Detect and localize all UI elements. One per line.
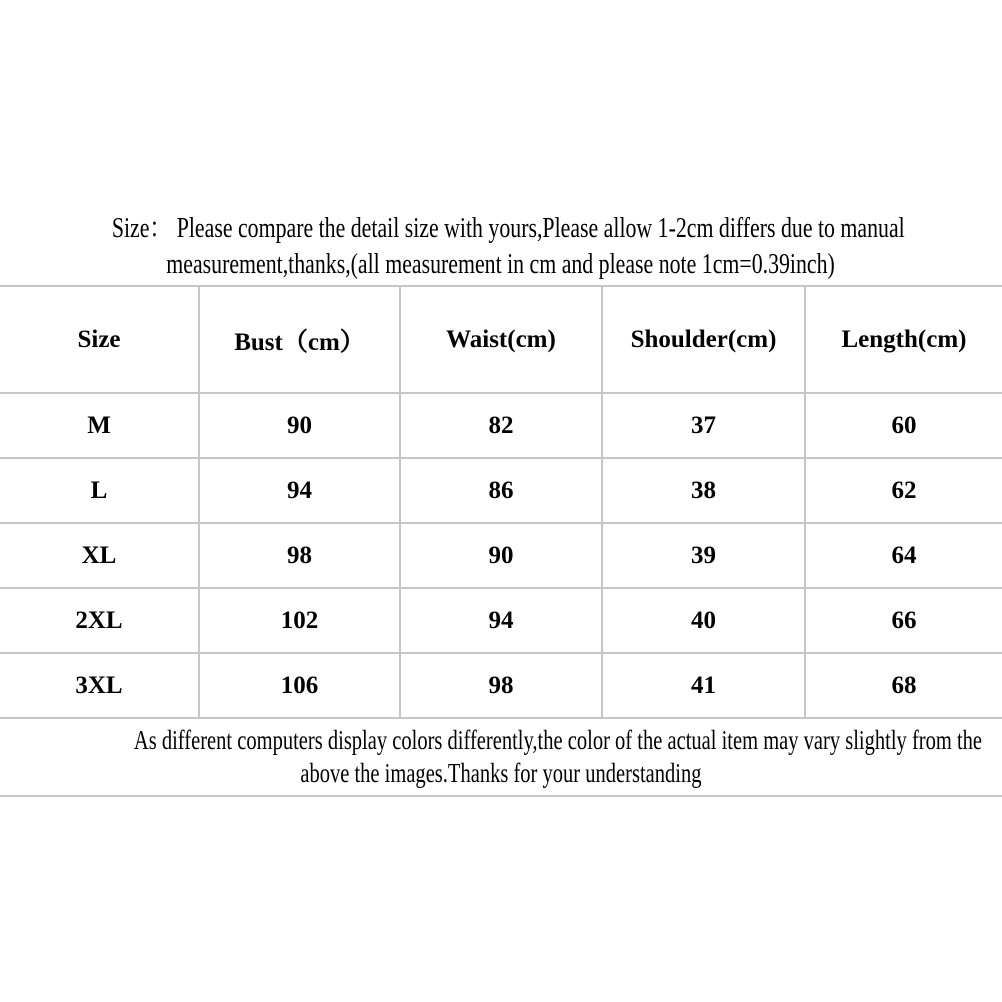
table-row-3xl: [0, 653, 1002, 718]
col-header-shoulder: Shoulder(cm): [602, 286, 805, 393]
cell-xl-length: 64: [805, 523, 1002, 588]
cell-2xl-shoulder: 40: [602, 588, 805, 653]
col-header-size: Size: [0, 286, 199, 393]
table-row-2xl: [0, 588, 1002, 653]
cell-xl-waist: 90: [400, 523, 602, 588]
cell-xl-size: XL: [0, 523, 199, 588]
color-disclaimer-note: [0, 718, 1002, 796]
cell-m-waist: 82: [400, 393, 602, 458]
disclaimer-row: [0, 718, 1002, 796]
cell-xl-shoulder: 39: [602, 523, 805, 588]
col-header-length: Length(cm): [805, 286, 1002, 393]
cell-l-size: L: [0, 458, 199, 523]
table-row-l: [0, 458, 1002, 523]
col-header-waist: Waist(cm): [400, 286, 602, 393]
table-row-m: [0, 393, 1002, 458]
cell-m-length: 60: [805, 393, 1002, 458]
cell-l-length: 62: [805, 458, 1002, 523]
cell-2xl-length: 66: [805, 588, 1002, 653]
table-row-xl: [0, 523, 1002, 588]
measurement-note-line-2: measurement,thanks,(all measurement in cm and please note 1cm=0.39inch): [166, 249, 836, 280]
measurement-note: [0, 211, 1002, 283]
cell-2xl-waist: 94: [400, 588, 602, 653]
col-header-bust: Bust（cm）: [199, 286, 400, 393]
cell-m-bust: 90: [199, 393, 400, 458]
cell-3xl-shoulder: 41: [602, 653, 805, 718]
measurement-note-line-1: Size： Please compare the detail size with yours,Please allow 1-2cm differs due to manual: [111, 213, 905, 244]
table-header-row: [0, 286, 1002, 393]
cell-3xl-length: 68: [805, 653, 1002, 718]
cell-2xl-size: 2XL: [0, 588, 199, 653]
color-disclaimer-line-1: As different computers display colors differently,the color of the actual item may vary slightly from the: [133, 725, 983, 755]
size-chart-table: [0, 285, 1002, 797]
cell-l-shoulder: 38: [602, 458, 805, 523]
cell-xl-bust: 98: [199, 523, 400, 588]
cell-l-bust: 94: [199, 458, 400, 523]
cell-2xl-bust: 102: [199, 588, 400, 653]
cell-3xl-size: 3XL: [0, 653, 199, 718]
color-disclaimer-line-2: above the images.Thanks for your understanding: [300, 758, 702, 788]
cell-l-waist: 86: [400, 458, 602, 523]
cell-3xl-waist: 98: [400, 653, 602, 718]
cell-m-shoulder: 37: [602, 393, 805, 458]
cell-m-size: M: [0, 393, 199, 458]
cell-3xl-bust: 106: [199, 653, 400, 718]
